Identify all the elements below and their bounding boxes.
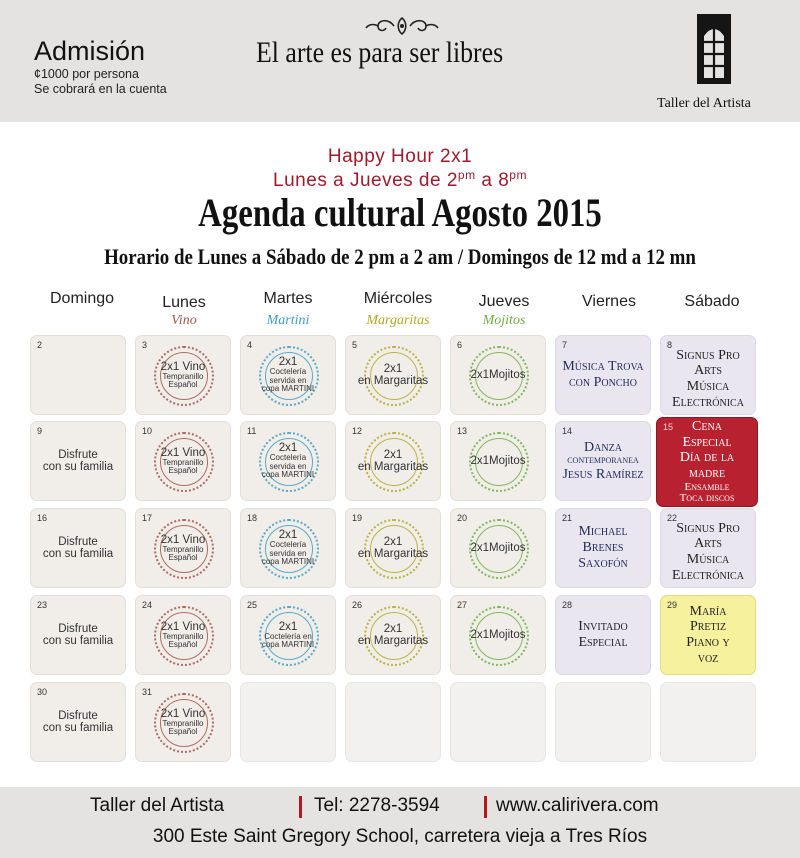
empty-cell [345, 682, 441, 762]
window-logo-icon [697, 14, 731, 84]
day-cell-24: 24 2x1 Vino Tempranillo Español [135, 595, 231, 675]
day-cell-10: 10 2x1 Vino Tempranillo Español [135, 421, 231, 501]
admission-price: ¢1000 por persona [34, 67, 139, 81]
day-sub-jueves: Mojitos [482, 313, 526, 328]
admission-note: Se cobrará en la cuenta [34, 82, 167, 96]
day-cell-2: 2 [30, 335, 126, 415]
schedule-hours: Horario de Lunes a Sábado de 2 pm a 2 am / Domingos de 12 md a 12 mn [104, 244, 696, 269]
day-header-lunes: Lunes [162, 294, 206, 311]
happy-hour-times: Lunes a Jueves de $2^{pm}$ a $8^{pm}$ [273, 168, 527, 191]
day-cell-31: 31 2x1 Vino Tempranillo Español [135, 682, 231, 762]
happy-hour-title: Happy Hour 2x1 [327, 146, 473, 167]
day-cell-9: 9 Disfrute con su familia [30, 421, 126, 501]
day-header-miercoles: Miércoles [363, 290, 433, 307]
day-cell-22: 22 Signus Pro Arts Música Electrónica [660, 508, 756, 588]
day-cell-14: 14 Danza contemporanea Jesus Ramírez [555, 421, 651, 501]
day-cell-19: 19 2x1 en Margaritas [345, 508, 441, 588]
slogan: El arte es para ser libres [256, 36, 504, 69]
day-sub-martes: Martini [266, 313, 310, 328]
day-cell-3: 3 2x1 Vino Tempranillo Español [135, 335, 231, 415]
day-cell-13: 13 2x1Mojitos [450, 421, 546, 501]
day-header-domingo: Domingo [49, 290, 115, 307]
footer-phone: Tel: 2278-3594 [314, 795, 440, 816]
day-cell-12: 12 2x1 en Margaritas [345, 421, 441, 501]
day-cell-28: 28 Invitado Especial [555, 595, 651, 675]
footer-separator [299, 796, 302, 818]
empty-cell [555, 682, 651, 762]
empty-cell [240, 682, 336, 762]
footer-band [0, 787, 800, 858]
footer-website-link[interactable]: www.calirivera.com [496, 795, 659, 816]
day-sub-miercoles: Margaritas [366, 313, 430, 328]
ornament-flourish-icon [364, 14, 440, 38]
logo-text: Taller del Artista [657, 96, 751, 111]
day-cell-18: 18 2x1 Coctelería servida en copa MARTINI [240, 508, 336, 588]
empty-cell [450, 682, 546, 762]
day-cell-15: 15 Cena Especial Día de la madre Ensamble Toca discos [656, 417, 758, 507]
day-header-sabado: Sábado [684, 293, 740, 310]
day-cell-21: 21 Michael Brenes Saxofón [555, 508, 651, 588]
header-band [0, 0, 800, 122]
day-cell-5: 5 2x1 en Margaritas [345, 335, 441, 415]
day-cell-30: 30 Disfrute con su familia [30, 682, 126, 762]
day-cell-6: 6 2x1Mojitos [450, 335, 546, 415]
agenda-title: Agenda cultural Agosto 2015 [198, 190, 602, 235]
footer-venue: Taller del Artista [90, 795, 225, 816]
day-cell-16: 16 Disfrute con su familia [30, 508, 126, 588]
day-cell-7: 7 Música Trova con Poncho [555, 335, 651, 415]
footer-separator [484, 796, 487, 818]
day-header-viernes: Viernes [582, 293, 636, 310]
day-cell-11: 11 2x1 Coctelería servida en copa MARTINI [240, 421, 336, 501]
day-sub-lunes: Vino [171, 313, 197, 328]
day-cell-27: 27 2x1Mojitos [450, 595, 546, 675]
day-cell-25: 25 2x1 Coctelería en copa MARTINI [240, 595, 336, 675]
day-cell-26: 26 2x1 en Margaritas [345, 595, 441, 675]
day-cell-23: 23 Disfrute con su familia [30, 595, 126, 675]
day-cell-8: 8 Signus Pro Arts Música Electrónica [660, 335, 756, 415]
empty-cell [660, 682, 756, 762]
admission-title: Admisión [34, 36, 146, 66]
day-header-martes: Martes [263, 290, 313, 307]
day-cell-4: 4 2x1 Coctelería servida en copa MARTINI [240, 335, 336, 415]
day-header-jueves: Jueves [478, 293, 530, 310]
day-cell-17: 17 2x1 Vino Tempranillo Español [135, 508, 231, 588]
footer-address: 300 Este Saint Gregory School, carretera vieja a Tres Ríos [152, 826, 648, 847]
day-cell-20: 20 2x1Mojitos [450, 508, 546, 588]
day-cell-29: 29 María Pretiz Piano y voz [660, 595, 756, 675]
